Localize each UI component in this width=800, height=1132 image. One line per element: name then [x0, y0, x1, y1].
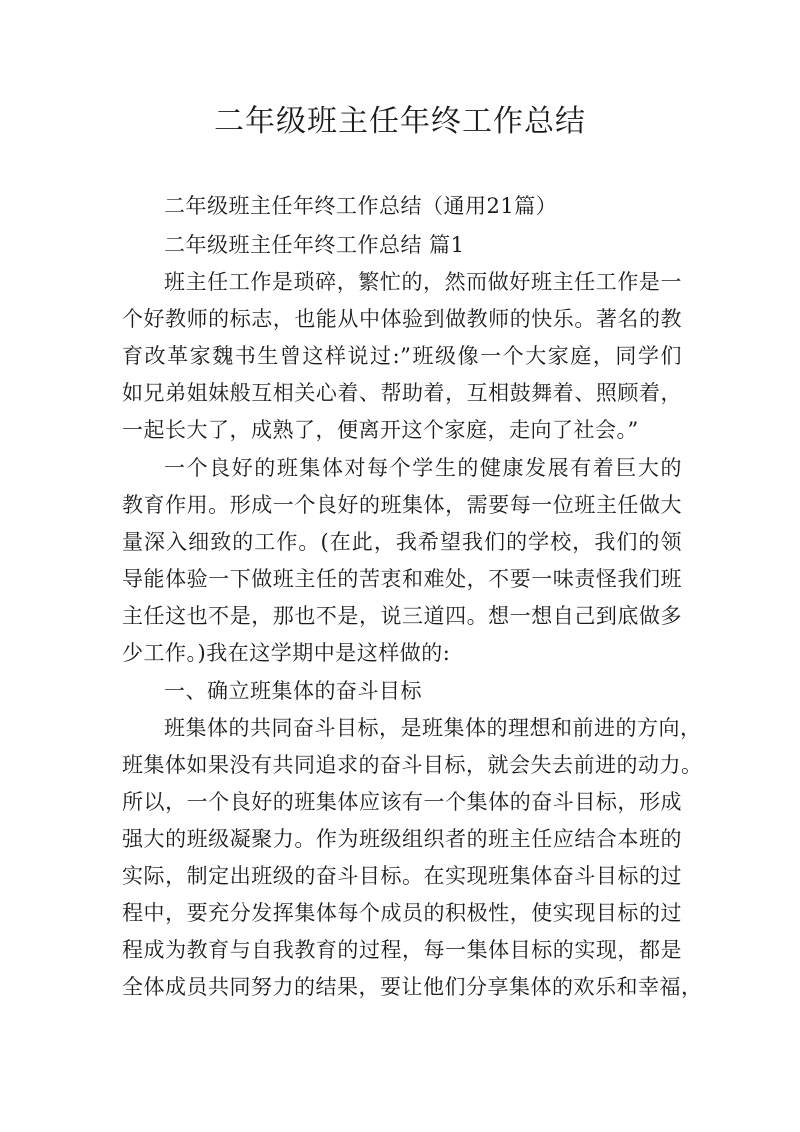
text-line: 班集体如果没有共同追求的奋斗目标，就会失去前进的动力。	[122, 753, 703, 777]
text-line: 如兄弟姐妹般互相关心着、帮助着，互相鼓舞着、照顾着，	[122, 381, 682, 405]
text-line: 导能体验一下做班主任的苦衷和难处，不要一味责怪我们班	[122, 567, 682, 591]
text-line: 个好教师的标志，也能从中体验到做教师的快乐。著名的教	[122, 307, 682, 331]
text-line: 班集体的共同奋斗目标，是班集体的理想和前进的方向，	[164, 716, 702, 740]
text-line: 一个良好的班集体对每个学生的健康发展有着巨大的	[164, 456, 682, 480]
document-title: 二年级班主任年终工作总结	[214, 104, 586, 139]
text-line: 育改革家魏书生曾这样说过:”班级像一个大家庭，同学们	[122, 344, 682, 368]
text-line: 一起长大了，成熟了，便离开这个家庭，走向了社会。”	[122, 418, 639, 442]
text-line: 量深入细致的工作。(在此，我希望我们的学校，我们的领	[122, 530, 682, 554]
text-line: 全体成员共同努力的结果，要让他们分享集体的欢乐和幸福，	[122, 975, 703, 999]
text-line: 程成为教育与自我教育的过程，每一集体目标的实现，都是	[122, 938, 682, 962]
text-line: 班主任工作是琐碎，繁忙的，然而做好班主任工作是一	[164, 270, 682, 294]
text-line: 程中，要充分发挥集体每个成员的积极性，使实现目标的过	[122, 901, 682, 925]
section-heading-line: 二年级班主任年终工作总结 篇1	[164, 233, 465, 257]
text-line: 强大的班级凝聚力。作为班级组织者的班主任应结合本班的	[122, 827, 682, 851]
subtitle-line: 二年级班主任年终工作总结（通用21篇）	[164, 194, 558, 218]
section-heading-line: 一、确立班集体的奋斗目标	[164, 679, 422, 703]
text-line: 主任这也不是，那也不是，说三道四。想一想自己到底做多	[122, 604, 682, 628]
text-line: 少工作。)我在这学期中是这样做的:	[122, 641, 451, 665]
text-line: 教育作用。形成一个良好的班集体，需要每一位班主任做大	[122, 493, 682, 517]
text-line: 所以，一个良好的班集体应该有一个集体的奋斗目标，形成	[122, 790, 682, 814]
text-line: 实际，制定出班级的奋斗目标。在实现班集体奋斗目标的过	[122, 864, 682, 888]
